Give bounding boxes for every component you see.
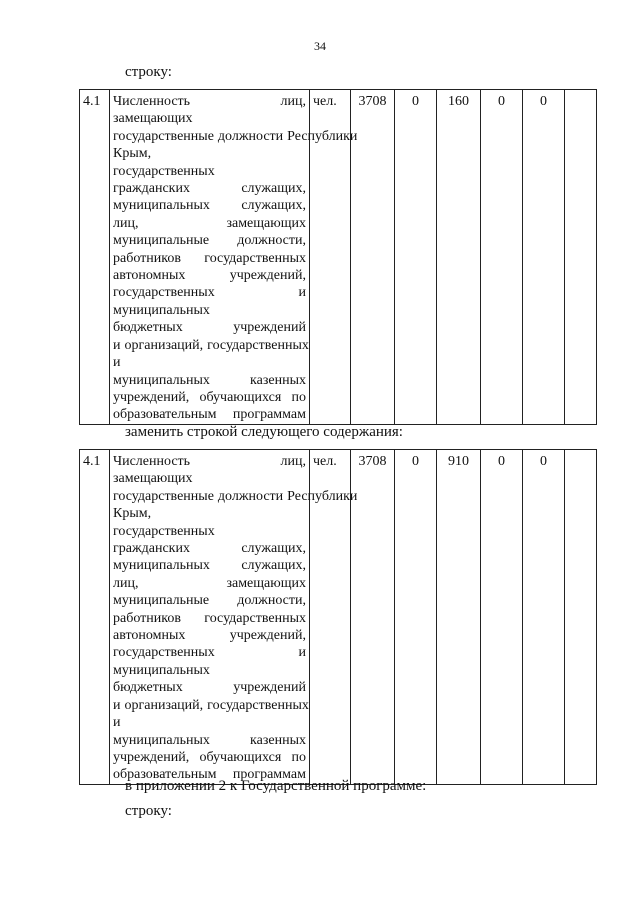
- value-cell: [565, 450, 597, 785]
- description-line: учреждений, обучающихся по: [113, 749, 306, 765]
- table-old-row: [79, 89, 597, 425]
- description-line: образовательным программам: [113, 407, 306, 423]
- row-number: 4.1: [80, 90, 110, 425]
- value-cell: 0: [481, 90, 523, 425]
- description-line: работников государственных: [113, 610, 306, 626]
- description-line: гражданских служащих,: [113, 181, 306, 197]
- description-line: работников государственных: [113, 250, 306, 266]
- description-line: муниципальные должности,: [113, 233, 306, 249]
- description-line: муниципальных служащих,: [113, 198, 306, 214]
- description-line: лиц, замещающих: [113, 215, 306, 231]
- description-line: государственных: [113, 163, 215, 179]
- description-line: государственных и: [113, 285, 306, 301]
- description-line: государственные должности Республики: [113, 488, 358, 504]
- description-line: государственных: [113, 523, 215, 539]
- description-line: Крым,: [113, 506, 152, 522]
- value-cell: [565, 90, 597, 425]
- description-line: муниципальных: [113, 662, 210, 678]
- description-line: государственные должности Республики: [113, 128, 358, 144]
- description-line: и: [113, 715, 121, 731]
- description-line: гражданских служащих,: [113, 541, 306, 557]
- row-number: 4.1: [80, 450, 110, 785]
- description-line: муниципальные должности,: [113, 593, 306, 609]
- description-line: муниципальных казенных: [113, 732, 306, 748]
- value-cell: 0: [523, 90, 565, 425]
- paragraph-line-2: заменить строкой следующего содержания:: [125, 424, 403, 440]
- description-line: муниципальных казенных: [113, 372, 306, 388]
- description-line: замещающих: [113, 471, 193, 487]
- description-line: Численность лиц,: [113, 94, 306, 109]
- description-line: лиц, замещающих: [113, 575, 306, 591]
- description-line: Численность лиц,: [113, 454, 306, 469]
- description-line: Крым,: [113, 146, 152, 162]
- paragraph-line-1: строку:: [125, 64, 172, 80]
- value-cell: 3708: [351, 90, 395, 425]
- description-line: автономных учреждений,: [113, 268, 306, 284]
- row-unit: чел.: [310, 90, 351, 425]
- description-line: замещающих: [113, 111, 193, 127]
- description-line: бюджетных учреждений: [113, 320, 306, 336]
- description-line: автономных учреждений,: [113, 628, 306, 644]
- value-cell: 3708: [351, 450, 395, 785]
- value-cell: 0: [481, 450, 523, 785]
- description-line: образовательным программам: [113, 767, 306, 783]
- value-cell: 0: [395, 90, 437, 425]
- description-line: и: [113, 355, 121, 371]
- description-line: муниципальных: [113, 302, 210, 318]
- row-unit: чел.: [310, 450, 351, 785]
- page-number: 34: [314, 39, 326, 53]
- value-cell: 0: [523, 450, 565, 785]
- value-cell: 0: [395, 450, 437, 785]
- description-line: и организаций, государственных: [113, 697, 309, 713]
- description-line: учреждений, обучающихся по: [113, 389, 306, 405]
- description-line: муниципальных служащих,: [113, 558, 306, 574]
- value-cell: 160: [437, 90, 481, 425]
- value-cell: 910: [437, 450, 481, 785]
- description-line: государственных и: [113, 645, 306, 661]
- table-new-row: [79, 449, 597, 785]
- description-line: бюджетных учреждений: [113, 680, 306, 696]
- description-line: и организаций, государственных: [113, 337, 309, 353]
- paragraph-line-3: в приложении 2 к Государственной программе:: [125, 778, 427, 794]
- paragraph-line-4: строку:: [125, 803, 172, 819]
